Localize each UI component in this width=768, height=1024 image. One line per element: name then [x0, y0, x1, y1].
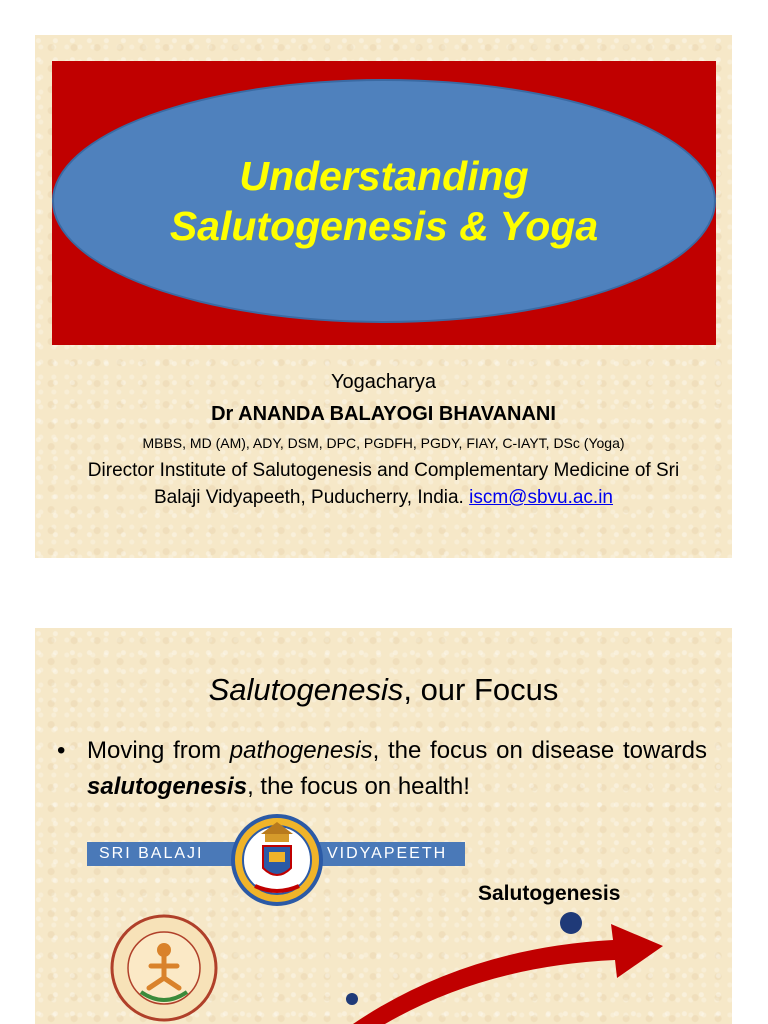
email-link[interactable]: iscm@sbvu.ac.in: [469, 487, 613, 508]
institute-circular-logo-icon: [103, 912, 225, 1024]
university-seal-icon: [225, 804, 329, 908]
title-ellipse: [52, 79, 716, 323]
author-name: Dr ANANDA BALAYOGI BHAVANANI: [211, 403, 556, 425]
bullet-part-3: , the focus on health!: [247, 773, 470, 800]
bullet-item: [57, 733, 707, 805]
logo-band-left-text: SRI BALAJI: [99, 845, 204, 862]
bullet-text: [87, 733, 707, 805]
slide-title-heading: [35, 672, 732, 708]
title-italic: Salutogenesis: [208, 672, 404, 707]
author-affiliation: [35, 457, 732, 511]
affiliation-line-1: Director Institute of Salutogenesis and Complementary Medicine of Sri: [87, 460, 680, 481]
salutogenesis-label: Salutogenesis: [478, 882, 621, 905]
curved-arrow-icon: [345, 908, 675, 1024]
bullet-strong-salutogenesis: salutogenesis: [87, 773, 248, 800]
bullet-emphasis-pathogenesis: pathogenesis: [229, 737, 373, 764]
author-block: [35, 365, 732, 511]
title-line-2: Salutogenesis & Yoga: [169, 203, 599, 249]
bullet-part-2: , the focus on disease towards: [372, 737, 707, 764]
logo-band-right-text: VIDYAPEETH: [327, 845, 448, 862]
slide-focus: [35, 628, 732, 1024]
title-line-1: Understanding: [239, 153, 529, 199]
title-rest: , our Focus: [403, 672, 559, 707]
affiliation-line-2: Balaji Vidyapeeth, Puducherry, India.: [154, 487, 464, 508]
slide-title: [35, 35, 732, 558]
bullet-dot: •: [57, 737, 66, 764]
bullet-part-1: Moving from: [87, 737, 230, 764]
author-role: Yogacharya: [331, 371, 436, 393]
author-degrees: MBBS, MD (AM), ADY, DSM, DPC, PGDFH, PGDY, FIAY, C-IAYT, DSc (Yoga): [142, 435, 625, 451]
